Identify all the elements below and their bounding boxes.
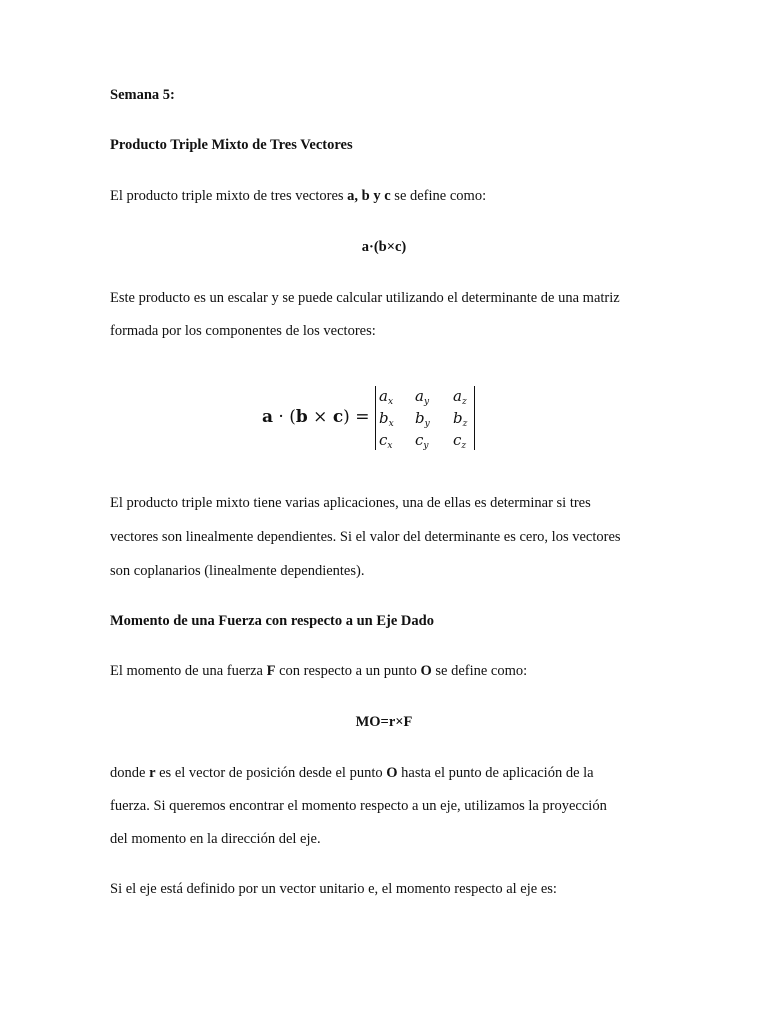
paragraph-axis-moment: Si el eje está definido por un vector unitario e, el momento respecto al eje es: [110,881,557,897]
matrix-cell-b-y: $b_y$ [415,409,430,429]
matrix-cell-a-y: $a_y$ [415,387,430,407]
moment-definition: El momento de una fuerza F con respecto a un punto O se define como: [110,663,528,679]
paragraph-position-line-3: del momento en la dirección del eje. [110,831,321,847]
moment-equation: MO=r×F [355,714,413,730]
triple-product-heading: Producto Triple Mixto de Tres Vectores [110,137,353,153]
formula-lhs: a · (b × c) = [262,407,370,427]
matrix-cell-c-z: $c_z$ [453,431,467,451]
paragraph-applications-line-1: El producto triple mixto tiene varias aplicaciones, una de ellas es determinar si tres [110,495,591,511]
matrix-cell-c-x: $c_x$ [379,431,393,451]
matrix-cell-b-z: $b_z$ [453,409,468,429]
paragraph-position-line-1: donde r es el vector de posición desde el punto O hasta el punto de aplicación de la [110,765,594,781]
moment-heading: Momento de una Fuerza con respecto a un Eje Dado [110,613,434,629]
paragraph-applications-line-2: vectores son linealmente dependientes. Si el valor del determinante es cero, los vectores [110,529,621,545]
determinant-right-bar [474,386,475,450]
paragraph-position-line-2: fuerza. Si queremos encontrar el momento respecto a un eje, utilizamos la proyección [110,798,607,814]
paragraph-scalar-line-2: formada por los componentes de los vectores: [110,323,376,339]
paragraph-scalar-line-1: Este producto es un escalar y se puede calcular utilizando el determinante de una matriz [110,290,620,306]
week-heading: Semana 5: [110,87,175,103]
paragraph-applications-line-3: son coplanarios (linealmente dependientes). [110,563,365,579]
determinant-left-bar [375,386,376,450]
matrix-cell-c-y: $c_y$ [415,431,429,451]
triple-product-equation: a·(b×c) [361,239,407,255]
triple-product-definition: El producto triple mixto de tres vectores a, b y c se define como: [110,188,487,204]
determinant-formula [262,384,482,454]
matrix-cell-a-z: $a_z$ [453,387,467,407]
matrix-cell-b-x: $b_x$ [379,409,394,429]
matrix-cell-a-x: $a_x$ [379,387,394,407]
